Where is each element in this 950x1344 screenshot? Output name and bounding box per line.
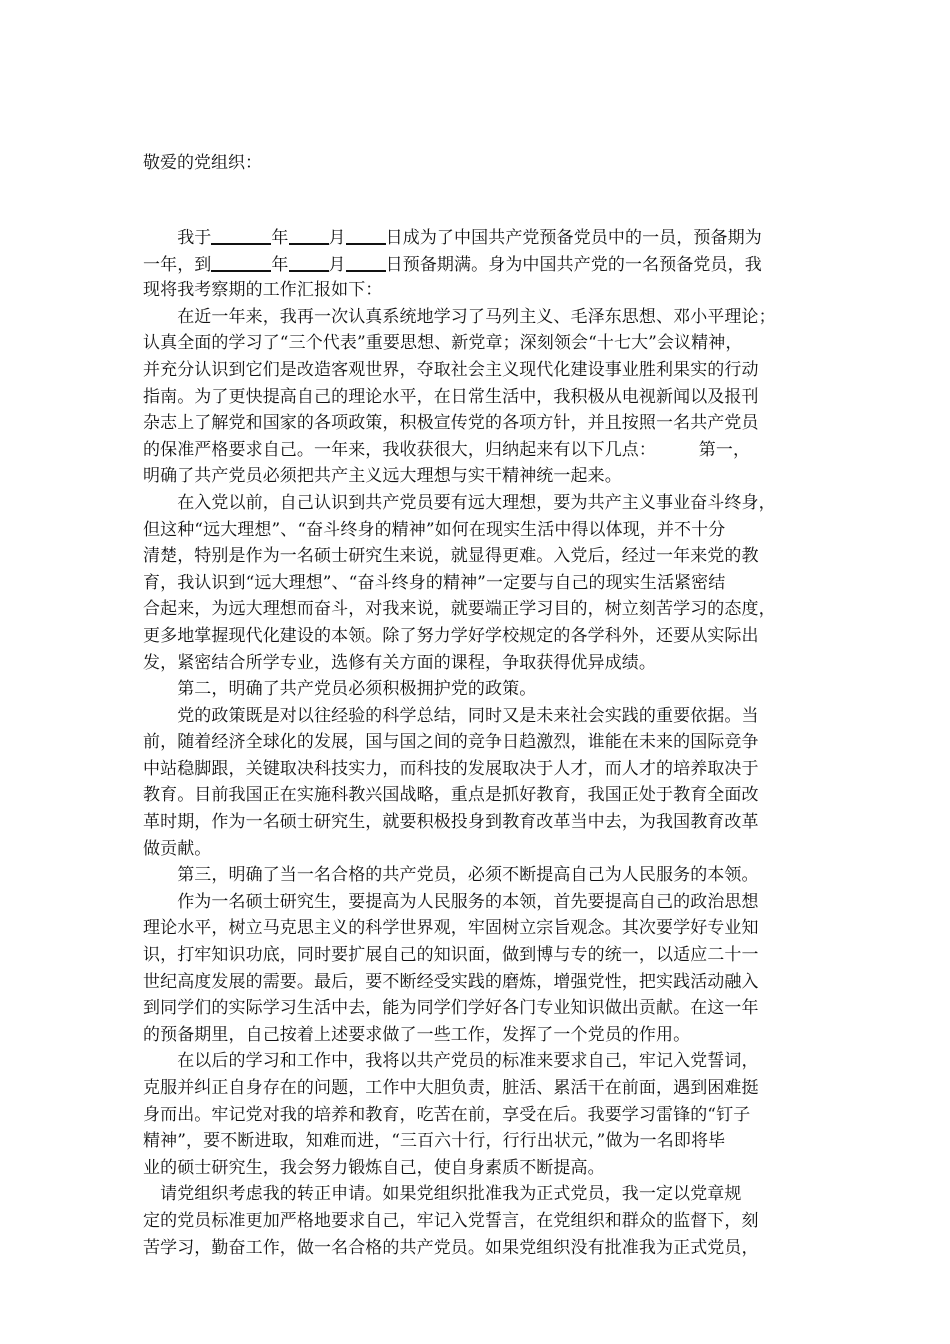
document-body bbox=[143, 224, 823, 1261]
text-line: 党的政策既是对以往经验的科学总结，同时又是未来社会实践的重要依据。当 bbox=[143, 705, 759, 726]
text-line: 识，打牢知识功底，同时要扩展自己的知识面，做到博与专的统一，以适应二十一 bbox=[143, 945, 759, 966]
intro-line-1 bbox=[143, 224, 823, 251]
intro-line-2 bbox=[143, 251, 823, 278]
salutation: 敬爱的党组织： bbox=[143, 153, 262, 173]
intro-text: 年 bbox=[271, 228, 289, 248]
day-blank bbox=[346, 224, 386, 245]
year-blank bbox=[211, 251, 271, 272]
text-line: 作为一名硕士研究生，要提高为人民服务的本领，首先要提高自己的政治思想 bbox=[143, 891, 759, 912]
text-line: 明确了共产党员必须把共产主义远大理想与实干精神统一起来。 bbox=[143, 466, 622, 487]
intro-text: 日预备期满。身为中国共产党的一名预备党员，我 bbox=[385, 254, 762, 275]
text-line: 杂志上了解党和国家的各项政策，积极宣传党的各项方针，并且按照一名共产党员 bbox=[143, 413, 759, 434]
text-line: 中站稳脚跟，关键取决科技实力，而科技的发展取决于人才，而人才的培养取决于 bbox=[143, 758, 759, 779]
intro-text: 我于 bbox=[177, 228, 212, 248]
intro-text: 月 bbox=[328, 254, 346, 275]
text-line: 认真全面的学习了“三个代表”重要思想、新党章；深刻领会“十七大”会议精神， bbox=[143, 333, 743, 354]
text-line: 革时期，作为一名硕士研究生，就要积极投身到教育改革当中去，为我国教育改革 bbox=[143, 812, 759, 833]
text-line: 指南。为了更快提高自己的理论水平，在日常生活中，我积极从电视新闻以及报刊 bbox=[143, 386, 759, 407]
text-line: 前，随着经济全球化的发展，国与国之间的竞争日趋激烈，谁能在未来的国际竞争 bbox=[143, 732, 759, 753]
text-line: 现将我考察期的工作汇报如下： bbox=[143, 280, 383, 301]
text-line: 在入党以前，自己认识到共产党员要有远大理想，要为共产主义事业奋斗终身， bbox=[143, 492, 776, 513]
text-line: 的保准严格要求自己。一年来，我收获很大，归纳起来有以下几点： 第一， bbox=[143, 439, 751, 460]
text-line: 但这种“远大理想”、“奋斗终身的精神”如何在现实生活中得以体现，并不十分 bbox=[143, 519, 726, 540]
intro-text: 月 bbox=[328, 228, 346, 248]
day-blank bbox=[346, 251, 386, 272]
text-line: 做贡献。 bbox=[143, 838, 212, 859]
text-line: 业的硕士研究生，我会努力锻炼自己，使自身素质不断提高。 bbox=[143, 1157, 605, 1178]
text-line: 第三，明确了当一名合格的共产党员，必须不断提高自己为人民服务的本领。 bbox=[143, 865, 759, 886]
text-line: 到同学们的实际学习生活中去，能为同学们学好各门专业知识做出贡献。在这一年 bbox=[143, 998, 759, 1019]
text-line: 教育。目前我国正在实施科教兴国战略，重点是抓好教育，我国正处于教育全面改 bbox=[143, 785, 759, 806]
text-line: 理论水平，树立马克思主义的科学世界观，牢固树立宗旨观念。其次要学好专业知 bbox=[143, 918, 759, 939]
month-blank bbox=[289, 224, 329, 245]
text-line: 育，我认识到“远大理想”、“奋斗终身的精神”一定要与自己的现实生活紧密结 bbox=[143, 572, 726, 593]
text-line: 发，紧密结合所学专业，选修有关方面的课程，争取获得优异成绩。 bbox=[143, 652, 656, 673]
text-line: 并充分认识到它们是改造客观世界，夺取社会主义现代化建设事业胜利果实的行动 bbox=[143, 359, 759, 380]
text-line: 苦学习，勤奋工作，做一名合格的共产党员。如果党组织没有批准我为正式党员， bbox=[143, 1237, 759, 1258]
intro-text: 一年，到 bbox=[143, 254, 212, 275]
month-blank bbox=[289, 251, 329, 272]
year-blank bbox=[211, 224, 271, 245]
text-line: 第二，明确了共产党员必须积极拥护党的政策。 bbox=[143, 679, 537, 700]
text-line: 在以后的学习和工作中，我将以共产党员的标准来要求自己，牢记入党誓词， bbox=[143, 1051, 759, 1072]
text-line: 定的党员标准更加严格地要求自己，牢记入党誓言，在党组织和群众的监督下，刻 bbox=[143, 1210, 759, 1231]
text-line: 身而出。牢记党对我的培养和教育，吃苦在前，享受在后。我要学习雷锋的“钉子 bbox=[143, 1104, 751, 1125]
text-line: 精神”，要不断进取，知难而进，“三百六十行，行行出状元，”做为一名即将毕 bbox=[143, 1131, 726, 1152]
intro-text: 年 bbox=[271, 254, 289, 275]
text-line: 在近一年来，我再一次认真系统地学习了马列主义、毛泽东思想、邓小平理论； bbox=[143, 306, 776, 327]
text-line: 合起来，为远大理想而奋斗，对我来说，就要端正学习目的，树立刻苦学习的态度， bbox=[143, 599, 776, 620]
intro-text: 日成为了中国共产党预备党员中的一员，预备期为 bbox=[385, 228, 762, 248]
text-line: 世纪高度发展的需要。最后，要不断经受实践的磨炼，增强党性，把实践活动融入 bbox=[143, 971, 759, 992]
text-line: 更多地掌握现代化建设的本领。除了努力学好学校规定的各学科外，还要从实际出 bbox=[143, 625, 759, 646]
text-line: 的预备期里，自己按着上述要求做了一些工作，发挥了一个党员的作用。 bbox=[143, 1024, 691, 1045]
text-line: 克服并纠正自身存在的问题，工作中大胆负责，脏活、累活干在前面，遇到困难挺 bbox=[143, 1078, 759, 1098]
text-line: 清楚，特别是作为一名硕士研究生来说，就显得更难。入党后，经过一年来党的教 bbox=[143, 546, 759, 567]
text-line: 请党组织考虑我的转正申请。如果党组织批准我为正式党员，我一定以党章规 bbox=[143, 1184, 742, 1205]
